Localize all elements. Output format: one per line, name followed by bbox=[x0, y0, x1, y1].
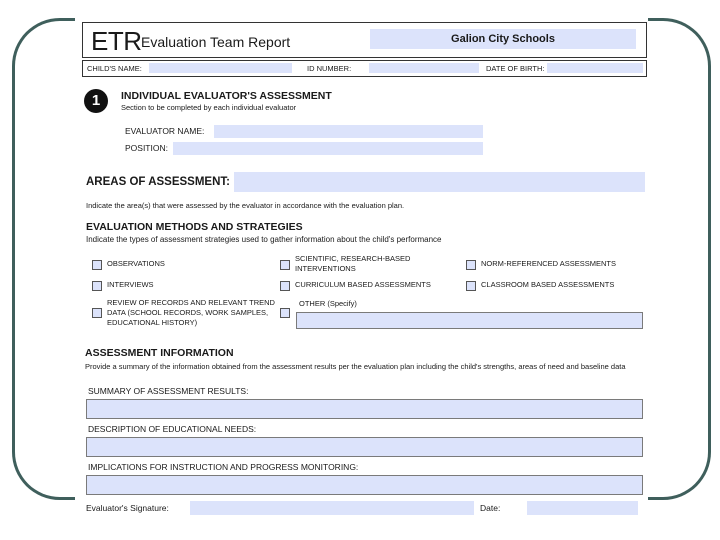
methods-instruction: Indicate the types of assessment strategies used to gather information about the child's performance bbox=[86, 235, 442, 244]
summary-label: SUMMARY OF ASSESSMENT RESULTS: bbox=[88, 386, 249, 396]
position-field[interactable] bbox=[173, 142, 483, 155]
scientific-label: SCIENTIFIC, RESEARCH-BASED INTERVENTIONS bbox=[295, 254, 411, 273]
other-specify-field[interactable] bbox=[296, 312, 643, 329]
id-number-field[interactable] bbox=[369, 63, 479, 73]
section1-subtitle: Section to be completed by each individual evaluator bbox=[121, 103, 297, 112]
child-info-row bbox=[82, 60, 647, 77]
child-name-label: CHILD'S NAME: bbox=[87, 64, 142, 73]
date-label: Date: bbox=[480, 503, 501, 513]
assessment-info-instruction: Provide a summary of the information obtained from the assessment results per the evaluation plan including the child's strengths, areas of need and baseline data bbox=[85, 362, 626, 371]
curriculum-label: CURRICULUM BASED ASSESSMENTS bbox=[295, 280, 431, 289]
interviews-label: INTERVIEWS bbox=[107, 280, 154, 289]
areas-title: AREAS OF ASSESSMENT: bbox=[86, 176, 230, 188]
right-bracket-decoration bbox=[648, 18, 711, 500]
observations-checkbox[interactable] bbox=[92, 260, 102, 270]
interviews-checkbox[interactable] bbox=[92, 281, 102, 291]
position-label: POSITION: bbox=[125, 143, 168, 153]
form-header bbox=[82, 22, 647, 58]
other-label: OTHER (Specify) bbox=[299, 299, 357, 308]
section-number-badge: 1 bbox=[84, 89, 108, 113]
left-bracket-decoration bbox=[12, 18, 75, 500]
areas-field[interactable] bbox=[234, 172, 645, 192]
summary-field[interactable] bbox=[86, 399, 643, 419]
child-name-field[interactable] bbox=[149, 63, 292, 73]
norm-referenced-label: NORM-REFERENCED ASSESSMENTS bbox=[481, 259, 617, 268]
scientific-checkbox[interactable] bbox=[280, 260, 290, 270]
evaluator-name-field[interactable] bbox=[214, 125, 483, 138]
implications-label: IMPLICATIONS FOR INSTRUCTION AND PROGRESS MONITORING: bbox=[88, 462, 359, 472]
section1-title: INDIVIDUAL EVALUATOR'S ASSESSMENT bbox=[121, 90, 332, 102]
needs-field[interactable] bbox=[86, 437, 643, 457]
signature-field[interactable] bbox=[190, 501, 474, 515]
dob-label: DATE OF BIRTH: bbox=[486, 64, 545, 73]
observations-label: OBSERVATIONS bbox=[107, 259, 165, 268]
id-number-label: ID NUMBER: bbox=[307, 64, 352, 73]
areas-instruction: Indicate the area(s) that were assessed by the evaluator in accordance with the evaluation plan. bbox=[86, 201, 405, 210]
norm-referenced-checkbox[interactable] bbox=[466, 260, 476, 270]
needs-label: DESCRIPTION OF EDUCATIONAL NEEDS: bbox=[88, 424, 257, 434]
records-label: REVIEW OF RECORDS AND RELEVANT TREND DATA (SCHOOL RECORDS, WORK SAMPLES, EDUCATIONAL HISTORY) bbox=[107, 298, 275, 327]
signature-label: Evaluator's Signature: bbox=[86, 503, 169, 513]
classroom-checkbox[interactable] bbox=[466, 281, 476, 291]
etr-form bbox=[80, 16, 648, 526]
school-name-field[interactable]: Galion City Schools bbox=[370, 29, 636, 49]
evaluator-name-label: EVALUATOR NAME: bbox=[125, 126, 205, 136]
methods-title: EVALUATION METHODS AND STRATEGIES bbox=[86, 221, 303, 233]
form-title: Evaluation Team Report bbox=[141, 34, 291, 50]
etr-logo-text: ETR bbox=[91, 26, 142, 56]
classroom-label: CLASSROOM BASED ASSESSMENTS bbox=[481, 280, 615, 289]
assessment-info-title: ASSESSMENT INFORMATION bbox=[85, 347, 234, 359]
curriculum-checkbox[interactable] bbox=[280, 281, 290, 291]
implications-field[interactable] bbox=[86, 475, 643, 495]
date-field[interactable] bbox=[527, 501, 638, 515]
records-checkbox[interactable] bbox=[92, 308, 102, 318]
dob-field[interactable] bbox=[547, 63, 643, 73]
other-checkbox[interactable] bbox=[280, 308, 290, 318]
